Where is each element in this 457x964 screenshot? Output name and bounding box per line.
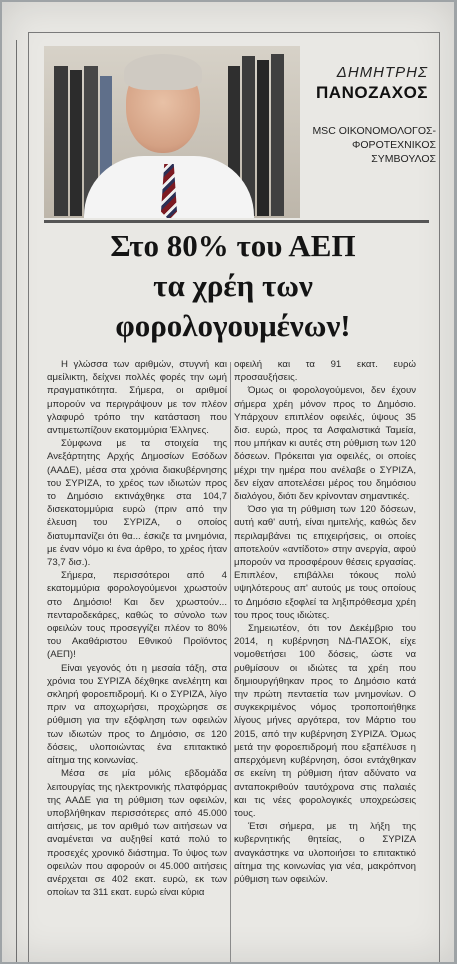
author-role bbox=[306, 124, 436, 166]
author-role-line: ΦΟΡΟΤΕΧΝΙΚΟΣ bbox=[352, 139, 436, 151]
paragraph: Έτσι σήμερα, με τη λήξη της κυβερνητικής θητείας, ο ΣΥΡΙΖΑ αναγκάστηκε να υλοποιήσει το επιτακτικό αίτημα της κοινωνίας για νέα, μακρόπνοη ρύθμιση των οφειλών. bbox=[234, 821, 416, 885]
previous-column-edge bbox=[16, 40, 17, 962]
headline-line: τα χρέη των bbox=[153, 268, 313, 303]
paragraph: οφειλή και τα 91 εκατ. ευρώ προσαυξήσεις. bbox=[234, 359, 416, 384]
author-role-line: ΣΥΜΒΟΥΛΟΣ bbox=[371, 153, 436, 165]
author-byline bbox=[306, 64, 428, 103]
article-column-left bbox=[47, 358, 227, 899]
paragraph: Η γλώσσα των αριθμών, στυγνή και αμείλικτη, δείχνει πολλές φορές την ωμή πραγματικότητα. Σήμερα, οι αριθμοί μπορούν να περιγράψουν με τον πλέον γλαφυρό τρόπο την κατάσταση που αντιμετωπίζουν εκατομμύρια Έλληνες. bbox=[47, 359, 227, 437]
paragraph: Σημειωτέον, ότι τον Δεκέμβριο του 2014, η κυβέρνηση ΝΔ-ΠΑΣΟΚ, είχε νομοθετήσει 100 δόσεις, ώστε να ρυθμίσουν οι ιδιώτες τα χρέη που δημιουργήθηκαν προς το Δημόσιο κατά την πρώτη πενταετία των μνημονίων. Ο συγκεκριμένος νόμος τροποποιήθηκε λίγους μήνες αργότερα, τον Μάρτιο του 2015, από την κυβέρνηση ΣΥΡΙΖΑ. Όμως μετά την φοροεπιδρομή που εξαπέλυσε η απερχόμενη κυβέρνηση, όσοι εντάχθηκαν σε εκείνη τη ρύθμιση ήταν αδύνατο να ανταποκριθούν ταυτόχρονα στις παλαιές και τις νέες φορολογικές υποχρεώσεις τους. bbox=[234, 623, 416, 819]
paragraph: Όμως οι φορολογούμενοι, δεν έχουν σήμερα χρέη μόνον προς το Δημόσιο. Υπάρχουν επιπλέον οφειλές, ύψους 35 δισ. ευρώ, προς τα Ασφαλιστικά Ταμεία, που μπήκαν κι αυτές στη ρύθμιση των 120 δόσεων. Πρόκειται για οφειλές, οι οποίες μέχρι την ημέρα που ανέλαβε ο ΣΥΡΙΖΑ, δεν είχαν αποτελέσει μέρος του δημόσιου διαλόγου, διότι δεν κρίνονταν σημαντικές. bbox=[234, 385, 416, 503]
author-first-name: ΔΗΜΗΤΡΗΣ bbox=[336, 64, 428, 81]
paragraph: Σύμφωνα με τα στοιχεία της Ανεξάρτητης Αρχής Δημοσίων Εσόδων (ΑΑΔΕ), μέσα στα χρόνια διακυβέρνησης του ΣΥΡΙΖΑ, το χρέος των ιδιωτών προς το Δημόσιο εκτινάχθηκε στα 104,7 δισεκατομμύρια ευρώ (πριν από την έλευση του ΣΥΡΙΖΑ, ο οποίος διατυμπανίζει ότι θα... έσκιζε τα μνημόνια, με έναν νόμο κι ένα άρθρο, το χρέος ήταν 73,7 δισ.). bbox=[47, 438, 227, 569]
newspaper-page bbox=[2, 2, 454, 962]
author-role-line: MSC ΟΙΚΟΝΟΜΟΛΟΓΟΣ- bbox=[312, 125, 436, 137]
author-hair bbox=[124, 54, 202, 90]
paragraph: Μέσα σε μία μόλις εβδομάδα λειτουργίας της ηλεκτρονικής πλατφόρμας της ΑΑΔΕ για τη ρύθμιση των οφειλών, υποβλήθηκαν περισσότερες από 45.000 αιτήσεις, με τον αριθμό των αιτήσεων να αναμένεται να αυξηθεί κατά πολύ το προσεχές χρονικό διάστημα. Το ύψος των οφειλών που αφορούν οι 45.000 αιτήσεις ανέρχεται σε 402 εκατ. ευρώ, εκ των οποίων τα 311 εκατ. ευρώ είναι κύρια bbox=[47, 768, 227, 899]
header-rule bbox=[44, 220, 429, 223]
paragraph: Σήμερα, περισσότεροι από 4 εκατομμύρια φορολογούμενοι χρωστούν στο Δημόσιο! Και δεν χρωστούν... πενταροδεκάρες, καθώς το σύνολο των οφειλών τους προσεγγίζει πλέον το 80% του Ακαθάριστου Εθνικού Προϊόντος (ΑΕΠ)! bbox=[47, 570, 227, 661]
column-divider bbox=[230, 362, 231, 962]
article-column-right bbox=[234, 358, 416, 886]
paragraph: Όσο για τη ρύθμιση των 120 δόσεων, αυτή καθ' αυτή, είναι ημιτελής, καθώς δεν περιλαμβάνει τις επιχειρήσεις, οι οποίες αποτελούν «αντίδοτο» στην ανεργία, αφού μπορούν να προσφέρουν θέσεις εργασίας. Επιπλέον, επιβάλλει τόκους πολύ υψηλότερους απ' αυτούς με τους οποίους το Δημόσιο εξοφλεί τα ληξιπρόθεσμα χρέη του προς τους ιδιώτες. bbox=[234, 504, 416, 621]
article-header bbox=[44, 46, 436, 218]
headline-line: Στο 80% του ΑΕΠ bbox=[110, 228, 356, 263]
author-photo bbox=[44, 46, 300, 218]
headline-line: φορολογουμένων! bbox=[115, 308, 351, 343]
paragraph: Είναι γεγονός ότι η μεσαία τάξη, στα χρόνια του ΣΥΡΙΖΑ δέχθηκε ανελέητη και σκληρή φοροεπιδρομή. Κι ο ΣΥΡΙΖΑ, λίγο πριν να αποχωρήσει, προχώρησε σε ρύθμιση για την εξόφληση των οφειλών των ιδιωτών προς το Δημόσιο, σε 120 δόσεις, υλοποιώντας ένα επιτακτικό αίτημα της κοινωνίας. bbox=[47, 662, 227, 767]
author-last-name: ΠΑΝΟΖΑΧΟΣ bbox=[316, 83, 428, 102]
article-headline bbox=[38, 226, 428, 346]
